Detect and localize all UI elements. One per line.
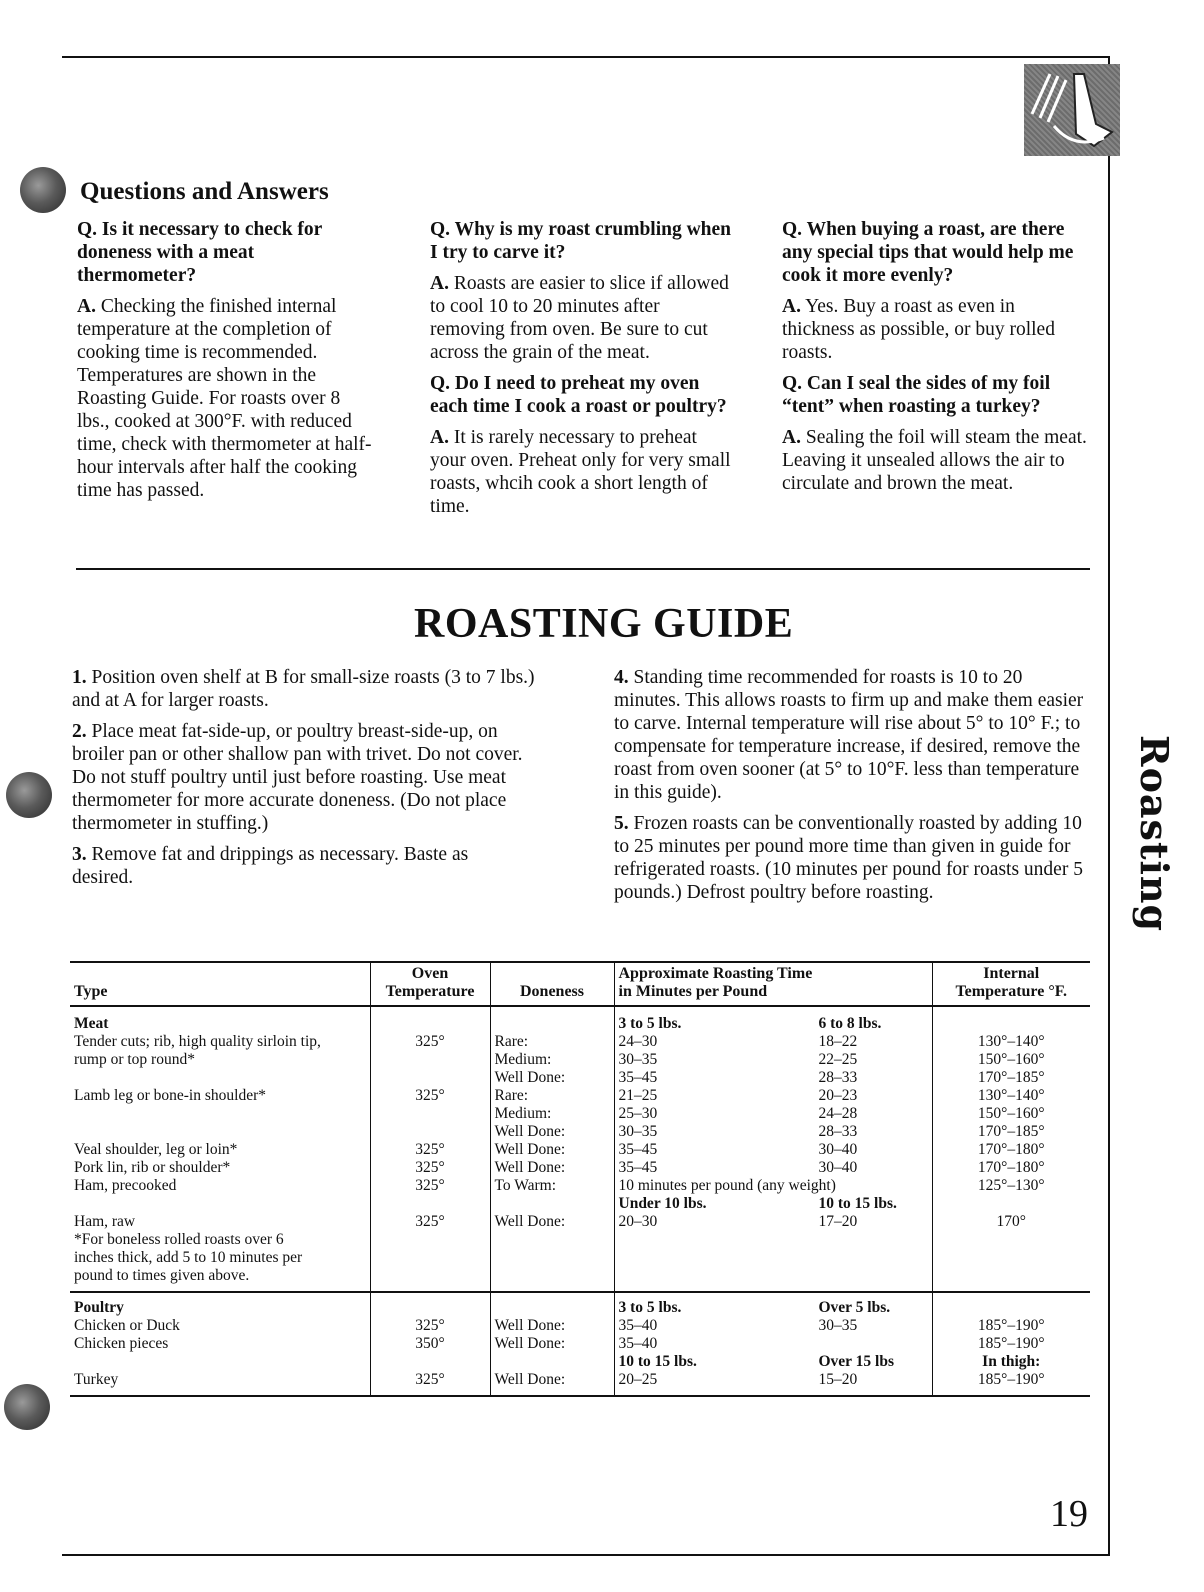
binder-hole-bottom bbox=[4, 1384, 50, 1430]
qa-question: Q. Can I seal the sides of my foil “tent” when roasting a turkey? bbox=[782, 373, 1051, 417]
top-rule bbox=[62, 56, 1110, 58]
table-row: Tender cuts; rib, high quality sirloin tip, rump or top round* 325° Rare: Medium: Well Done: 24–30 18–22 30–35 22–25 35–45 28–33 130°–140° 150°–160° 170°–185° bbox=[70, 1033, 1090, 1087]
table-row: Lamb leg or bone-in shoulder* 325° Rare: Medium: Well Done: 21–25 20–23 25–30 24–28 30–35 28–33 130°–140° 150°–160° 170°–185° bbox=[70, 1087, 1090, 1141]
qa-question: Q. Is it necessary to check for doneness with a meat thermometer? bbox=[77, 219, 322, 286]
table-row: Chicken or Duck 325° Well Done: 35–40 30–35 185°–190° bbox=[70, 1317, 1090, 1335]
header-oven: Oven Temperature bbox=[370, 962, 490, 1006]
roasting-guide-title: ROASTING GUIDE bbox=[414, 601, 794, 647]
qa-column-2 bbox=[430, 218, 736, 526]
qa-question: Q. When buying a roast, are there any special tips that would help me cook it more evenly? bbox=[782, 219, 1074, 286]
qa-answer: A. It is rarely necessary to preheat your oven. Preheat only for very small roasts, whcih cook a short length of time. bbox=[430, 427, 731, 517]
roasting-pan-icon bbox=[1024, 64, 1120, 156]
header-internal: Internal Temperature °F. bbox=[932, 962, 1090, 1006]
qa-answer: A. Yes. Buy a roast as even in thickness as possible, or buy rolled roasts. bbox=[782, 296, 1055, 363]
guide-step: 3. Remove fat and drippings as necessary. Baste as desired. bbox=[72, 844, 469, 888]
roasting-side-label: Roasting bbox=[1132, 735, 1177, 933]
guide-step: 5. Frozen roasts can be conventionally roasted by adding 10 to 25 minutes per pound more time than given in guide for refrigerated roasts. (10 minutes per pound for roasts under 5 pounds.) Defrost poultry before roasting. bbox=[614, 813, 1083, 903]
table-header-row bbox=[70, 962, 1090, 1006]
table-row: Turkey 325° Well Done: 20–25 15–20 185°–190° bbox=[70, 1371, 1090, 1396]
roasting-tab-graphic bbox=[1024, 64, 1120, 156]
table-row: Poultry 3 to 5 lbs. Over 5 lbs. bbox=[70, 1292, 1090, 1317]
guide-steps-left bbox=[72, 666, 550, 897]
guide-steps-right bbox=[614, 666, 1088, 912]
table-row: Chicken pieces 350° Well Done: 35–40 10 to 15 lbs. Over 15 lbs 185°–190° In thigh: bbox=[70, 1335, 1090, 1371]
qa-question: Q. Why is my roast crumbling when I try to carve it? bbox=[430, 219, 732, 263]
binder-hole-top bbox=[20, 167, 66, 213]
qa-question: Q. Do I need to preheat my oven each time I cook a roast or poultry? bbox=[430, 373, 727, 417]
roasting-table bbox=[70, 961, 1090, 1397]
qa-answer: A. Roasts are easier to slice if allowed to cool 10 to 20 minutes after removing from oven. Be sure to cut across the grain of the meat. bbox=[430, 273, 729, 363]
qa-answer: A. Checking the finished internal temperature at the completion of cooking time is recommended. Temperatures are shown in the Roasting Guide. For roasts over 8 lbs., cooked at 300°F. with reduced time, check with thermometer at half-hour intervals after half the cooking time has passed. bbox=[77, 296, 372, 501]
table-row: Veal shoulder, leg or loin* 325° Well Done: 35–45 30–40 170°–180° bbox=[70, 1141, 1090, 1159]
qa-heading: Questions and Answers bbox=[80, 178, 329, 205]
header-time: Approximate Roasting Time in Minutes per Pound bbox=[614, 962, 932, 1006]
qa-answer: A. Sealing the foil will steam the meat. Leaving it unsealed allows the air to circulate and brown the meat. bbox=[782, 427, 1087, 494]
guide-step: 2. Place meat fat-side-up, or poultry breast-side-up, on broiler pan or other shallow pan with trivet. Do not cover. Do not stuff poultry until just before roasting. Use meat thermometer for more accurate doneness. (Do not place thermometer in stuffing.) bbox=[72, 721, 523, 834]
binder-hole-middle bbox=[6, 772, 52, 818]
right-frame-rule bbox=[1108, 56, 1110, 1556]
header-doneness: Doneness bbox=[490, 962, 614, 1006]
qa-column-3 bbox=[782, 218, 1092, 503]
guide-step: 4. Standing time recommended for roasts is 10 to 20 minutes. This allows roasts to firm up and make them easier to carve. Internal temperature will rise about 5° to 10° F.; to compensate for temperature increase, if desired, remove the roast from oven sooner (at 5° to 10°F. less than temperature in this guide). bbox=[614, 667, 1084, 803]
table-row: Meat 3 to 5 lbs. 6 to 8 lbs. bbox=[70, 1006, 1090, 1033]
table-row: Ham, precooked 325° To Warm: 10 minutes per pound (any weight) Under 10 lbs. 10 to 15 lbs. 125°–130° bbox=[70, 1177, 1090, 1213]
bottom-rule bbox=[62, 1554, 1110, 1556]
section-divider bbox=[76, 568, 1090, 570]
page-number: 19 bbox=[1050, 1493, 1088, 1535]
guide-step: 1. Position oven shelf at B for small-size roasts (3 to 7 lbs.) and at A for larger roasts. bbox=[72, 667, 535, 711]
header-type: Type bbox=[70, 962, 370, 1006]
qa-column-1 bbox=[77, 218, 377, 510]
table-row: Ham, raw *For boneless rolled roasts over 6 inches thick, add 5 to 10 minutes per pound to times given above. 325° Well Done: 20–30 17–20 170° bbox=[70, 1213, 1090, 1292]
table-row: Pork lin, rib or shoulder* 325° Well Done: 35–45 30–40 170°–180° bbox=[70, 1159, 1090, 1177]
